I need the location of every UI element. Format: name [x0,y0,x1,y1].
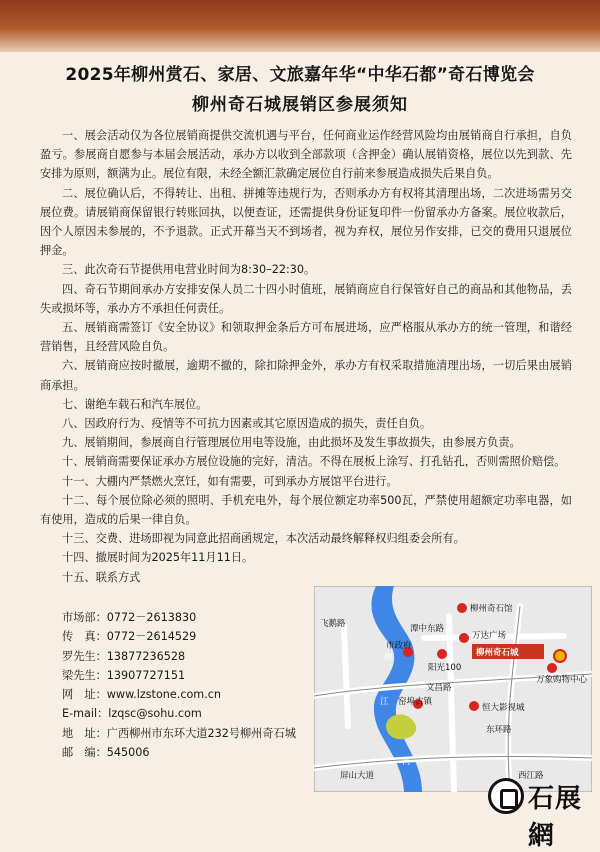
map-label-gov: 市政府 [386,641,412,651]
pin-qishicheng [554,650,566,662]
map-label-hengda: 恒大影视城 [482,703,525,713]
rule-2: 二、展位确认后，不得转让、出租、拼摊等违规行为，否则承办方有权将其清理出场，二次进场需另交展位费。请展销商保留银行转账回执，以便查证，还需提供身份证复印件一份留承办方备案。展位收款后，因个人原因未参展的，不予退款。正式开幕当天不到场者，视为弃权，展位另作安排，已交的费用只退展位押金。 [40,186,572,258]
contact-fax: 传 真：0772－2614529 [62,630,197,644]
rule-5: 五、展销商需签订《安全协议》和领取押金条后方可布展进场，应严格服从承办方的统一管理，和谐经营销售，且经营风险自负。 [40,321,572,354]
map-label-feie: 飞鹅路 [320,619,346,629]
rule-15: 十五、联系方式 [62,570,141,584]
map-label-pingshan: 屏山大道 [340,771,375,781]
contact-email[interactable]: E-mail：lzqsc@sohu.com [62,707,202,721]
map-label-jiang: 江 [380,697,389,707]
contact-website[interactable]: 网 址：www.lzstone.com.cn [62,688,222,702]
contact-market: 市场部：0772－2613830 [62,611,197,624]
rule-11: 十一、大棚内严禁燃火烹饪，如有需要，可到承办方展馆平台进行。 [62,474,398,488]
pin-qishiguan [457,603,467,613]
rule-14: 十四、撤展时间为2025年11月11日。 [62,551,254,565]
rule-6: 六、展销商应按时撤展，逾期不撤的，除扣除押金外，承办方有权采取措施清理出场，一切后果由展销商承担。 [40,359,572,392]
pin-yangguang [437,649,447,659]
map-label-wanda: 万达广场 [472,631,507,641]
pin-wanxiang [547,663,557,673]
rule-13: 十三、交费、进场即视为同意此招商函规定，本次活动最终解释权归组委会所有。 [62,532,465,546]
rule-1: 一、展会活动仅为各位展销商提供交流机遇与平台，任何商业运作经营风险均由展销商自行承担，自负盈亏。参展商自愿参与本届会展活动，承办方以收到全部款项（含押金）确认展销资格，展位以先到款、先安排为原则，额满为止。展位有限，未经全额汇款确定展位自行前来参展造成损失后果自负。 [40,129,572,181]
map-label-tanzhong: 潭中东路 [410,624,445,634]
rule-4: 四、奇石节期间承办方安排安保人员二十四小时值班，展销商应自行保管好自己的商品和其他物品，丢失或损坏等，承办方不承担任何责任。 [40,282,572,315]
site-logo [488,776,598,851]
contact-address: 地 址：广西柳州市东环大道232号柳州奇石城 [62,726,296,740]
rule-8: 八、因政府行为、疫情等不可抗力因素或其它原因造成的损失，责任自负。 [62,417,432,431]
page-title: 2025年柳州赏石、家居、文旅嘉年华“中华石都”奇石博览会 [65,65,535,85]
map-label-qishicheng: 柳州奇石城 [476,648,519,658]
logo-mark-icon [488,778,524,814]
map-label-wenchang: 文昌路 [426,683,452,693]
contact-block [62,608,322,762]
contact-postcode: 邮 编：545006 [62,746,150,760]
map-label-yaobu: 窑埠古镇 [398,697,433,707]
pin-hengda [469,701,479,711]
rule-12: 十二、每个展位除必须的照明、手机充电外，每个展位额定功率500瓦，严禁使用超额定功率电器，如有使用，造成的后果一律自负。 [40,493,572,527]
map-label-wanxiang: 万象购物中心 [536,675,588,685]
logo-text: 石展網 [528,784,583,851]
map-label-liu: 柳 [384,653,393,663]
rule-7: 七、谢绝车载石和汽车展位。 [62,397,208,411]
rule-9: 九、展销期间，参展商自行管理展位用电等设施，由此损坏及发生事故损失，由参展方负责。 [62,436,521,450]
map-label-donghuan: 东环路 [486,725,512,735]
map-label-he: 河 [402,757,411,767]
map-label-yangguang: 阳光100 [428,663,462,673]
contact-liang: 梁先生：13907727151 [62,668,186,682]
map-label-xijiang: 西江路 [518,771,544,781]
pin-wanda [459,633,469,643]
map-label-qishiguan: 柳州奇石馆 [470,604,513,614]
rule-3: 三、此次奇石节提供用电营业时间为8:30–22:30。 [62,263,316,277]
page-subtitle: 柳州奇石城展销区参展须知 [192,95,408,115]
contact-luo: 罗先生：13877236528 [62,649,186,663]
rules-list [40,126,572,587]
location-map [314,586,592,792]
rule-10: 十、展销商需要保证承办方展位设施的完好，清洁。不得在展板上涂写、打孔钻孔，否则需照价赔偿。 [62,455,566,469]
header-band [0,0,600,52]
